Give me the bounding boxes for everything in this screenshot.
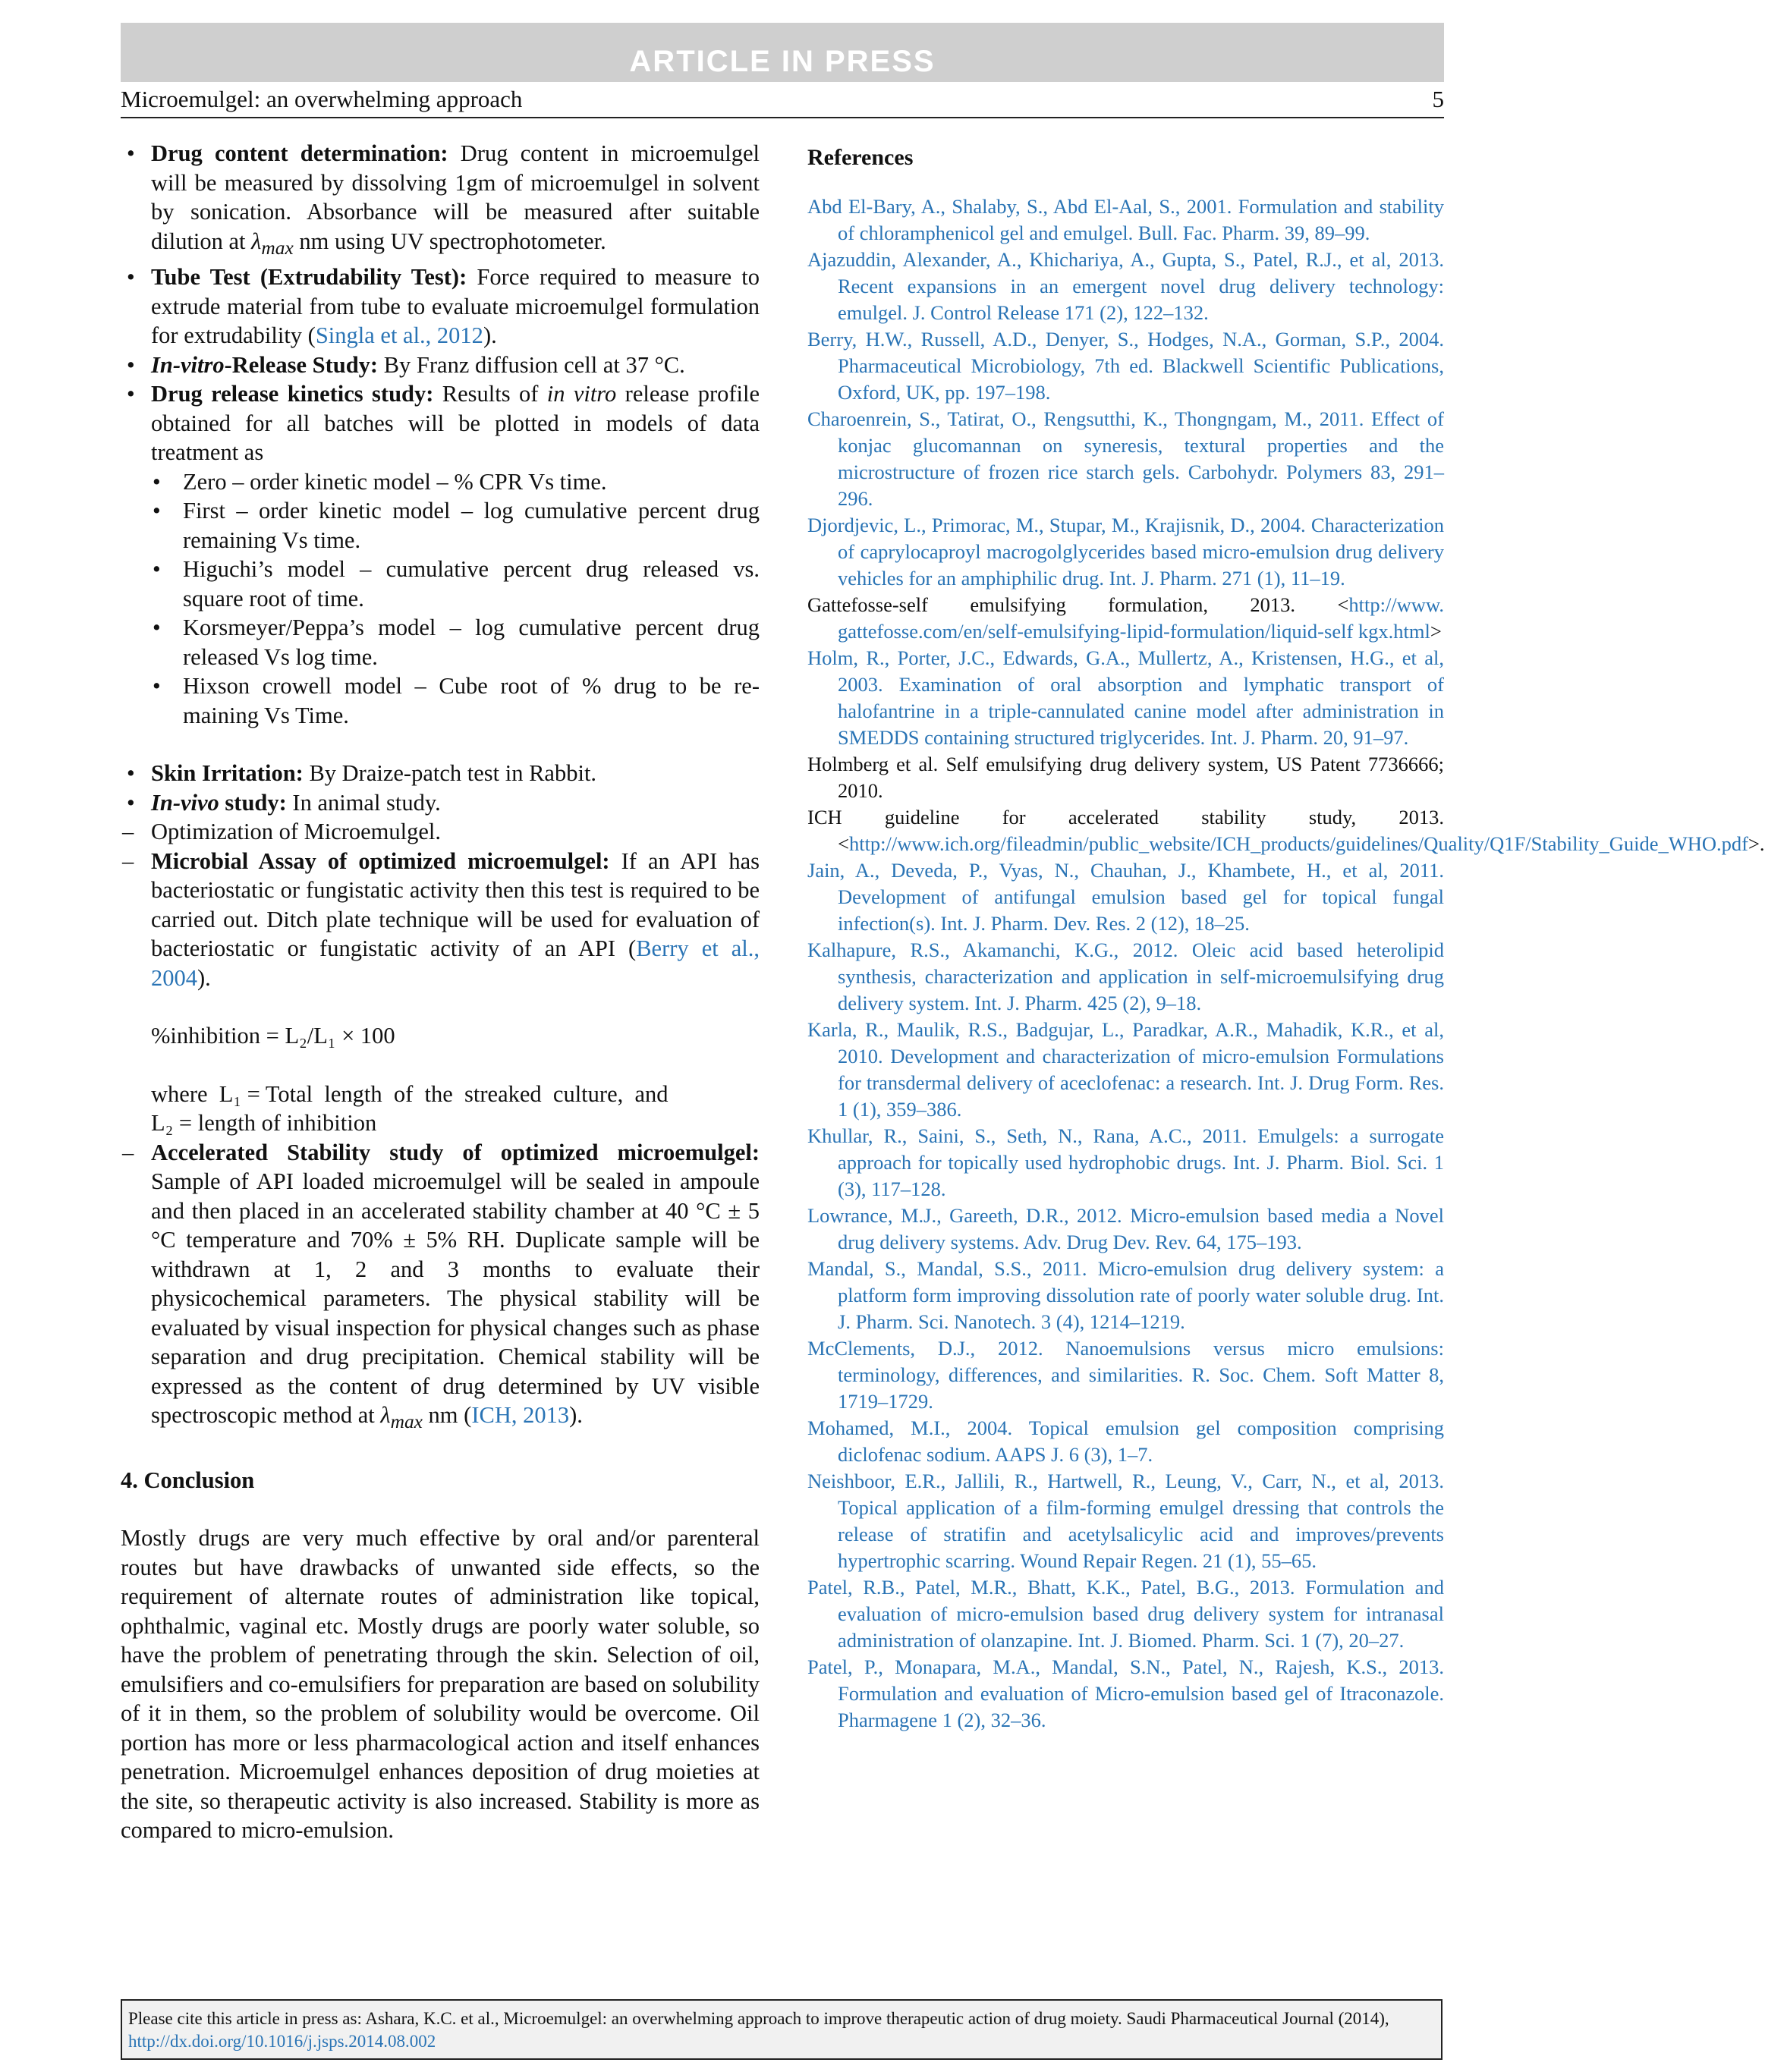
formula-where-1: where L₁ = Total length of the streaked culture, and	[151, 1080, 669, 1107]
reference-item[interactable]: Kalhapure, R.S., Akamanchi, K.G., 2012. Oleic acid based heterolipid synthesis, characterization and application in self-microemulsifying drug delivery system. Int. J. Pharm. 425 (2), 9–18.	[807, 939, 1444, 1014]
inhibition-formula: %inhibition = L₂/L₁ × 100	[151, 1023, 395, 1049]
reference-item[interactable]: Mandal, S., Mandal, S.S., 2011. Micro-emulsion drug delivery system: a platform form improving dissolution rate of poorly water soluble drug. Int. J. Pharm. Sci. Nanotech. 3 (4), 1214–1219.	[807, 1257, 1444, 1333]
model-item: • Hixson crowell model – Cube root of % drug to be re-maining Vs Time.	[153, 673, 760, 728]
running-title: Microemulgel: an overwhelming approach	[121, 86, 523, 112]
citation-link[interactable]: ICH, 2013	[471, 1402, 570, 1429]
reference-item: ICH guideline for accelerated stability study, 2013. <http://www.ich.org/fileadmin/public_website/ICH_products/guidelines/Quality/Q1F/Stability_Guide_WHO.pdf>.	[807, 806, 1765, 855]
reference-item[interactable]: Mohamed, M.I., 2004. Topical emulsion gel composition comprising diclofenac sodium. AAPS J. 6 (3), 1–7.	[807, 1416, 1444, 1466]
article-in-press-banner	[121, 23, 1444, 82]
bullet-drug-content: • Drug content determination: Drug content in microemulgel will be measured by dissolving 1gm of microemulgel in solvent by sonication. Absorbance will be measured after suitable dilution at $\lambda_{max}$ nm using UV spectrophotometer.	[127, 140, 760, 259]
doi-link[interactable]: http://dx.doi.org/10.1016/j.jsps.2014.08.002	[128, 2032, 436, 2051]
reference-item[interactable]: Charoenrein, S., Tatirat, O., Rengsutthi, K., Thongngam, M., 2011. Effect of konjac glucomannan on syneresis, textural properties and the microstructure of frozen rice starch gels. Carbohydr. Polymers 83, 291–296.	[807, 407, 1444, 510]
formula-where-2: L₂ = length of inhibition	[151, 1110, 377, 1137]
reference-item[interactable]: Holm, R., Porter, J.C., Edwards, G.A., Mullertz, A., Kristensen, H.G., et al, 2003. Examination of oral absorption and lymphatic transport of halofantrine in a triple-cannulated canine model after administration in SMEDDS containing structured triglycerides. Int. J. Pharm. 20, 91–97.	[807, 646, 1444, 749]
bullet-skin: • Skin Irritation: By Draize-patch test in Rabbit.	[127, 760, 597, 787]
section-heading-conclusion: 4. Conclusion	[121, 1467, 255, 1493]
reference-item[interactable]: Lowrance, M.J., Gareeth, D.R., 2012. Micro-emulsion based media a Novel drug delivery systems. Adv. Drug Dev. Rev. 64, 175–193.	[807, 1204, 1444, 1253]
reference-item: Gattefosse-self emulsifying formulation, 2013. <http://www. gattefosse.com/en/self-emulsifying-lipid-formulation/liquid-self kgx.html>	[807, 593, 1444, 643]
citation-link[interactable]: Berry et al., 2004	[151, 935, 760, 991]
reference-item[interactable]: Abd El-Bary, A., Shalaby, S., Abd El-Aal, S., 2001. Formulation and stability of chloramphenicol gel and emulgel. Bull. Fac. Pharm. 39, 89–99.	[807, 195, 1444, 244]
model-item: • First – order kinetic model – log cumulative percent drug remaining Vs time.	[153, 498, 760, 553]
model-item: • Zero – order kinetic model – % CPR Vs time.	[153, 468, 607, 495]
bullet-invivo: • In-vivo study: In animal study.	[127, 789, 441, 816]
model-item: • Korsmeyer/Peppa’s model – log cumulative percent drug released Vs log time.	[153, 615, 760, 670]
reference-item[interactable]: Djordjevic, L., Primorac, M., Stupar, M., Krajisnik, D., 2004. Characterization of caprylocaproyl macrogolglycerides based micro-emulsion drug delivery vehicles for an amphiphilic drug. Int. J. Pharm. 271 (1), 11–19.	[807, 514, 1444, 590]
references-column	[807, 144, 1765, 1734]
running-header	[121, 82, 1444, 118]
conclusion-paragraph: Mostly drugs are very much effective by oral and/or parenteral routes but have drawbacks of unwanted side effects, so the requirement of alternate routes of administration like topical, ophthalmic, vaginal etc. Mostly drugs are poorly water soluble, so have the problem of penetrating through the skin. Selection of oil, emulsifiers and co-emulsifiers for preparation are based on solubility of it in them, so the problem of solubility would be overcome. Oil portion has more or less pharmacological action and itself enhances penetration. Microemulgel enhances deposition of drug moieties at the site, so therapeutic activity is also increased. Stability is more as compared to micro-emulsion.	[121, 1525, 760, 1844]
dash-microbial: – Microbial Assay of optimized microemulgel: If an API has bacteriostatic or fungistatic activity then this test is required to be carried out. Ditch plate technique will be used for evaluation of bacteriostatic or fungistatic activity of an API (Berry et al., 2004).	[122, 847, 760, 991]
citation-link[interactable]: Singla et al., 2012	[315, 322, 483, 349]
bullet-kinetics: • Drug release kinetics study: Results of in vitro release profile obtained for all batches will be plotted in models of data treatment as	[127, 381, 760, 466]
bullet-invitro: • In-vitro-Release Study: By Franz diffusion cell at 37 °C.	[127, 351, 685, 378]
bullet-tube-test: • Tube Test (Extrudability Test): Force required to measure to extrude material from tube to evaluate microemulgel formulation for extrudability (Singla et al., 2012).	[127, 264, 760, 349]
reference-item[interactable]: Ajazuddin, Alexander, A., Khichariya, A., Gupta, S., Patel, R.J., et al, 2013. Recent expansions in an emergent novel drug delivery technology: emulgel. J. Control Release 171 (2), 122–132.	[807, 248, 1444, 324]
citation-footer: Please cite this article in press as: Ashara, K.C. et al., Microemulgel: an overwhelming approach to improve therapeutic action of drug moiety. Saudi Pharmaceutical Journal (2014), http://dx.doi.org/10.1016/j.jsps.2014.08.002	[121, 1999, 1443, 2060]
reference-item[interactable]: McClements, D.J., 2012. Nanoemulsions versus micro emulsions: terminology, differences, and similarities. R. Soc. Chem. Soft Matter 8, 1719–1729.	[807, 1337, 1444, 1413]
reference-item[interactable]: Patel, R.B., Patel, M.R., Bhatt, K.K., Patel, B.G., 2013. Formulation and evaluation of micro-emulsion based drug delivery system for intranasal administration of olanzapine. Int. J. Biomed. Pharm. Sci. 1 (7), 20–27.	[807, 1576, 1444, 1652]
reference-item[interactable]: Jain, A., Deveda, P., Vyas, N., Chauhan, J., Khambete, H., et al, 2011. Development of antifungal emulsion based gel for topical fungal infection(s). Int. J. Pharm. Dev. Res. 2 (12), 18–25.	[807, 859, 1444, 935]
page-number: 5	[1432, 86, 1444, 112]
reference-item[interactable]: Karla, R., Maulik, R.S., Badgujar, L., Paradkar, A.R., Mahadik, K.R., et al, 2010. Development and characterization of micro-emulsion Formulations for transdermal delivery of aceclofenac: a research. Int. J. Drug Form. Res. 1 (1), 359–386.	[807, 1018, 1444, 1121]
reference-item[interactable]: Khullar, R., Saini, S., Seth, N., Rana, A.C., 2011. Emulgels: a surrogate approach for topically used hydrophobic drugs. Int. J. Pharm. Biol. Sci. 1 (3), 117–128.	[807, 1124, 1444, 1200]
reference-url[interactable]: http://www.ich.org/fileadmin/public_website/ICH_products/guidelines/Quality/Q1F/Stability_Guide_WHO.pdf	[848, 832, 1748, 855]
reference-item: Holmberg et al. Self emulsifying drug delivery system, US Patent 7736666; 2010.	[807, 753, 1444, 802]
banner-text: ARTICLE IN PRESS	[629, 45, 936, 78]
reference-item[interactable]: Neishboor, E.R., Jallili, R., Hartwell, R., Leung, V., Carr, N., et al, 2013. Topical application of a film-forming emulgel dressing that controls the release of stratifin and acetylsalicylic acid and improves/prevents hypertrophic scarring. Wound Repair Regen. 21 (1), 55–65.	[807, 1470, 1444, 1572]
reference-url[interactable]: http://www. gattefosse.com/en/self-emulsifying-lipid-formulation/liquid-self kgx.html	[838, 593, 1444, 643]
reference-item[interactable]: Patel, P., Monapara, M.A., Mandal, S.N., Patel, N., Rajesh, K.S., 2013. Formulation and evaluation of Micro-emulsion based gel of Itraconazole. Pharmagene 1 (2), 32–36.	[807, 1655, 1444, 1731]
dash-stability: – Accelerated Stability study of optimized microemulgel: Sample of API loaded microemulgel will be sealed in ampoule and then placed in an accelerated stability chamber at 40 °C ± 5 °C temperature and 70% ± 5% RH. Duplicate sample will be withdrawn at 1, 2 and 3 months to evaluate their physicochemical parameters. The physical stability will be evaluated by visual inspection for physical changes such as phase separation and drug precipitation. Chemical stability will be expressed as the content of drug determined by UV visible spectroscopic method at $\lambda_{max}$ nm (ICH, 2013).	[122, 1139, 760, 1433]
reference-item[interactable]: Berry, H.W., Russell, A.D., Denyer, S., Hodges, N.A., Gorman, S.P., 2004. Pharmaceutical Microbiology, 7th ed. Blackwell Scientific Publications, Oxford, UK, pp. 197–198.	[807, 328, 1444, 404]
dash-optimization: – Optimization of Microemulgel.	[122, 819, 442, 845]
left-column	[121, 139, 760, 1845]
references-heading: References	[807, 145, 914, 170]
model-item: • Higuchi’s model – cumulative percent drug released vs. square root of time.	[153, 556, 760, 612]
